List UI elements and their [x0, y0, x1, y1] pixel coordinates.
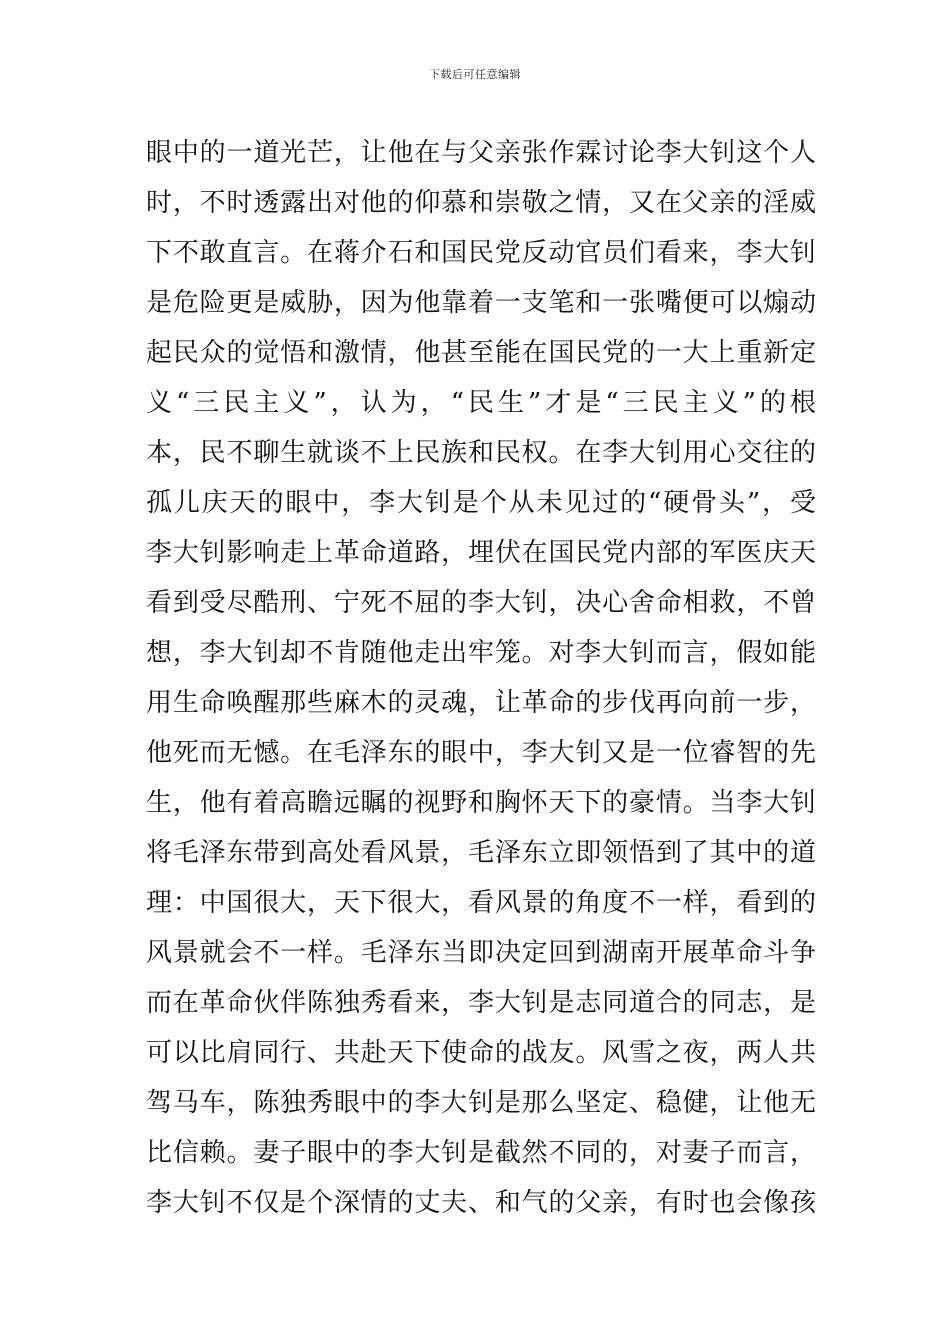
text-line: 李大钊不仅是个深情的丈夫、和气的父亲，有时也会像孩: [146, 1188, 816, 1218]
text-line: 驾马车，陈独秀眼中的李大钊是那么坚定、稳健，让他无: [146, 1088, 816, 1118]
text-line: 起民众的觉悟和激情，他甚至能在国民党的一大上重新定: [146, 338, 816, 368]
text-line: 生，他有着高瞻远瞩的视野和胸怀天下的豪情。当李大钊: [146, 788, 816, 818]
text-line: 本，民不聊生就谈不上民族和民权。在李大钊用心交往的: [146, 438, 816, 468]
text-line: 李大钊影响走上革命道路，埋伏在国民党内部的军医庆天: [146, 538, 816, 568]
text-line: 用生命唤醒那些麻木的灵魂，让革命的步伐再向前一步，: [146, 688, 816, 718]
text-line: 风景就会不一样。毛泽东当即决定回到湖南开展革命斗争: [146, 938, 816, 968]
body-paragraph: [146, 128, 816, 1228]
text-line: 理：中国很大，天下很大，看风景的角度不一样，看到的: [146, 888, 816, 918]
text-line: 义“三民主义”，认为，“民生”才是“三民主义”的根: [146, 388, 816, 418]
text-line: 眼中的一道光芒，让他在与父亲张作霖讨论李大钊这个人: [146, 138, 816, 168]
page-header: 下载后可任意编辑: [429, 68, 521, 81]
text-line: 是危险更是威胁，因为他靠着一支笔和一张嘴便可以煽动: [146, 288, 816, 318]
text-line: 下不敢直言。在蒋介石和国民党反动官员们看来，李大钊: [146, 238, 816, 268]
text-line: 他死而无憾。在毛泽东的眼中，李大钊又是一位睿智的先: [146, 738, 816, 768]
text-line: 可以比肩同行、共赴天下使命的战友。风雪之夜，两人共: [146, 1038, 816, 1068]
text-line: 看到受尽酷刑、宁死不屈的李大钊，决心舍命相救，不曾: [146, 588, 816, 618]
text-line: 想，李大钊却不肯随他走出牢笼。对李大钊而言，假如能: [146, 638, 816, 668]
text-line: 而在革命伙伴陈独秀看来，李大钊是志同道合的同志，是: [146, 988, 816, 1018]
text-line: 孤儿庆天的眼中，李大钊是个从未见过的“硬骨头”，受: [146, 488, 816, 518]
text-line: 比信赖。妻子眼中的李大钊是截然不同的，对妻子而言，: [146, 1138, 816, 1168]
text-line: 将毛泽东带到高处看风景，毛泽东立即领悟到了其中的道: [146, 838, 816, 868]
text-line: 时，不时透露出对他的仰慕和崇敬之情，又在父亲的淫威: [146, 188, 816, 218]
